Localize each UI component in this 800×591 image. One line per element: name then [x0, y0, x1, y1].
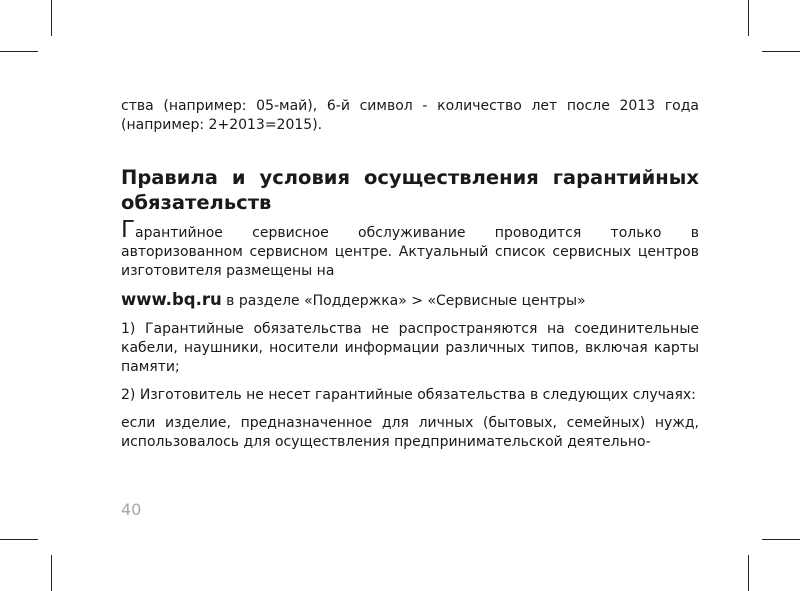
section-heading: Правила и условия осуществления гарантийных обязательств — [121, 166, 699, 214]
list-item-3: если изделие, предназначенное для личных (бытовых, семейных) нужд, использовалось для осуществления предпринимательской деятельно- — [121, 415, 699, 450]
crop-mark-bottom-right-h — [762, 539, 800, 540]
page-content — [121, 97, 699, 452]
crop-mark-top-right-h — [762, 51, 800, 52]
crop-mark-bottom-left-h — [0, 539, 38, 540]
crop-mark-top-left — [51, 0, 52, 36]
website-link[interactable]: www.bq.ru — [121, 290, 222, 309]
intro-paragraph: ства (например: 05-май), 6-й символ - количество лет после 2013 года (например: 2+2013=2015). — [121, 98, 699, 133]
url-suffix-text: в разделе «Поддержка» > «Сервисные центры» — [221, 293, 586, 309]
lead-paragraph — [121, 217, 699, 281]
lead-text: арантийное сервисное обслуживание проводится только в авторизованном сервисном центре. Актуальный список сервисных центров изготовителя размещены на — [121, 225, 699, 279]
crop-mark-top-left-h — [0, 51, 38, 52]
dropcap-letter: Г — [121, 217, 136, 243]
crop-mark-bottom-left — [51, 555, 52, 591]
list-item-1: 1) Гарантийные обязательства не распространяются на соединительные кабели, наушники, носители информации различных типов, включая карты памяти; — [121, 321, 699, 375]
crop-mark-top-right — [748, 0, 749, 36]
list-item-2: 2) Изготовитель не несет гарантийные обязательства в следующих случаях: — [121, 387, 696, 403]
page-number: 40 — [121, 500, 142, 519]
crop-mark-bottom-right — [748, 555, 749, 591]
url-paragraph — [121, 290, 699, 311]
